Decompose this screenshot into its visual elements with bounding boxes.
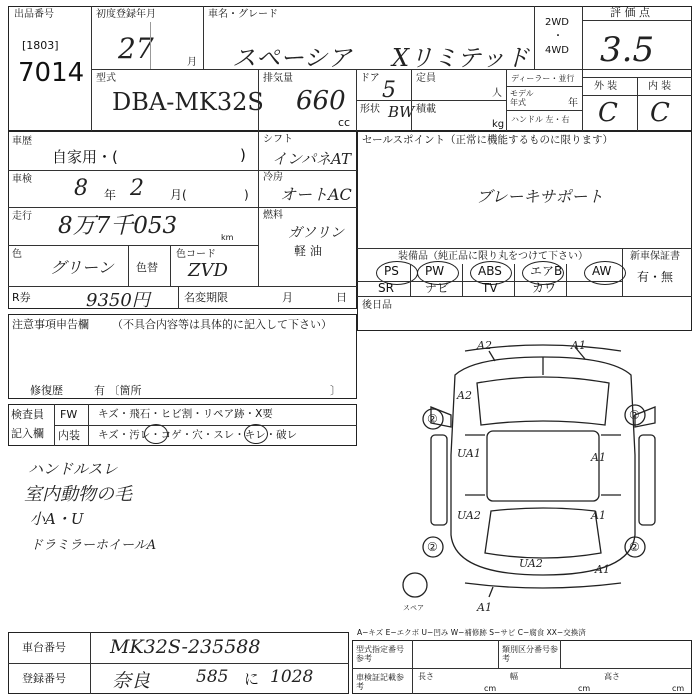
interior-tag: 内装 (58, 429, 80, 442)
damage-mark: UA2 (457, 509, 481, 522)
first-reg-year: 27 (118, 32, 154, 65)
mileage-value: 8万7千053 (58, 213, 178, 239)
mileage-unit: km (221, 233, 234, 242)
grade: Xリミテッド (392, 44, 530, 72)
drive-4wd: 4WD (545, 45, 569, 56)
model-year-label: モデル年式 (510, 89, 534, 107)
width-label: 幅 (510, 672, 518, 681)
shape-label: 形状 (360, 104, 380, 115)
handwritten-note: 小A・U (30, 510, 84, 528)
car-name: スペーシア (232, 44, 352, 72)
color-label: 色 (12, 249, 22, 260)
equipment-item: ナビ (425, 281, 450, 295)
doors-value: 5 (382, 78, 396, 103)
car-damage-diagram (395, 335, 692, 618)
shaken-label: 車検 (12, 174, 32, 185)
color-code-label: 色コード (176, 249, 216, 260)
cm-unit: cm (672, 684, 685, 693)
legend: A−キズ E−エクボ U−凹み W−補修跡 S−サビ C−腐食 XX−交換済 (357, 628, 586, 637)
repair-close: 〕 (330, 384, 341, 397)
equipment-item: SR (378, 281, 394, 295)
history-label: 車歴 (12, 136, 32, 147)
repair-value: 有 〔箇所 (94, 384, 142, 397)
caution-text: （不具合内容等は具体的に記入して下さい） (112, 318, 332, 331)
mileage-label: 走行 (12, 211, 32, 222)
interior-items: キズ・汚レ・コゲ・穴・スレ・キレ・破レ (98, 429, 298, 441)
equipment-item: AW (592, 264, 612, 278)
damage-mark: A1 (571, 339, 586, 352)
caution-label: 注意事項申告欄 (12, 318, 89, 331)
plate-kana: に (244, 670, 260, 688)
recycle-value: 9350円 (86, 290, 150, 311)
color-change-label: 色替 (136, 261, 158, 274)
name-change-month: 月 (282, 291, 293, 304)
name-grade-label: 車名・グレード (208, 9, 278, 20)
sales-block (357, 131, 692, 331)
score-value: 3.5 (600, 30, 655, 70)
score-label: 評 価 点 (610, 6, 650, 19)
after-label: 後日品 (362, 300, 392, 311)
equipment-item: PW (425, 264, 445, 278)
year-unit: 年 (568, 98, 578, 109)
shape-value: BW (388, 103, 415, 121)
spare-label: スペア (403, 604, 424, 612)
damage-mark: A1 (477, 601, 492, 614)
fuel-alt: 軽 油 (294, 244, 322, 258)
fuel-value: ガソリン (288, 225, 344, 241)
history-close: ) (240, 146, 246, 164)
mark-circle (244, 424, 268, 444)
equipment-item: PS (384, 264, 399, 278)
tire-mark: ② (629, 540, 640, 554)
lot-label: 出品番号 (14, 9, 54, 20)
exterior-label: 外 装 (594, 81, 618, 92)
handle-label: ハンドル 左・右 (511, 115, 570, 124)
shift-value: インパネAT (272, 150, 351, 168)
drive-2wd: 2WD (545, 17, 569, 28)
damage-mark: UA1 (457, 447, 481, 460)
history-value: 自家用・( (52, 148, 118, 166)
model-label: 型式 (96, 73, 116, 84)
interior-grade: C (650, 98, 670, 128)
shaken-month: 2 (130, 176, 144, 201)
load-label: 積載 (416, 104, 436, 115)
lot-sub: [1803] (22, 39, 59, 52)
lot-number: 7014 (18, 58, 85, 88)
cert2-label: 車検証記載参考 (356, 673, 404, 691)
mark-circle (144, 424, 168, 444)
color-code: ZVD (188, 260, 228, 281)
equipment-label: 装備品（純正品に限り丸をつけて下さい） (398, 251, 588, 262)
doors-label: ドア (360, 73, 380, 84)
ac-value: オートAC (280, 185, 352, 204)
first-reg-month-unit: 月 (187, 57, 197, 68)
shaken-year-unit: 年 (104, 188, 117, 202)
plate-label: 登録番号 (22, 672, 66, 685)
fw-label: FW (60, 408, 78, 421)
plate-region: 奈良 (112, 670, 151, 692)
exterior-grade: C (598, 98, 618, 128)
ac-label: 冷房 (263, 172, 283, 183)
model-value: DBA-MK32S (112, 88, 264, 116)
repair-label: 修復歴 (30, 384, 63, 397)
length-label: 長さ (418, 672, 434, 681)
warranty-value: 有・無 (637, 270, 674, 284)
tire-mark: ② (427, 540, 438, 554)
drive-dot: ・ (553, 31, 563, 42)
height-label: 高さ (604, 672, 620, 681)
fuel-label: 燃料 (263, 210, 283, 221)
damage-mark: UA2 (519, 557, 543, 570)
handwritten-note: ドラミラーホイールA (30, 538, 157, 553)
displacement-label: 排気量 (263, 73, 293, 84)
cm-unit: cm (484, 684, 497, 693)
equipment-item: ABS (478, 264, 502, 278)
recycle-label: R券 (12, 291, 31, 304)
sales-point-label: セールスポイント（正常に機能するものに限ります） (362, 134, 614, 146)
plate-number: 1028 (270, 667, 314, 687)
dealer-label: ディーラー・並行 (511, 74, 575, 83)
damage-mark: A2 (477, 339, 492, 352)
handwritten-note: ハンドルスレ (28, 460, 118, 478)
equipment-item: TV (482, 281, 498, 295)
shaken-month-unit: 月( (170, 188, 187, 202)
report-label: 記入欄 (11, 427, 44, 440)
chassis-label: 車台番号 (22, 641, 66, 654)
cm-unit: cm (578, 684, 591, 693)
shaken-year: 8 (74, 176, 88, 201)
load-unit: kg (492, 119, 505, 130)
handwritten-note: 室内動物の毛 (24, 484, 132, 505)
displacement-value: 660 (296, 86, 346, 116)
equipment-item: エアB (530, 264, 563, 278)
name-change-label: 名変期限 (184, 291, 228, 304)
chassis-value: MK32S-235588 (110, 636, 261, 658)
capacity-label: 定員 (416, 73, 436, 84)
warranty-label: 新車保証書 (630, 251, 680, 262)
tire-mark: ② (629, 408, 640, 422)
displacement-unit: cc (338, 116, 351, 129)
shift-label: シフト (263, 134, 293, 145)
damage-mark: A1 (591, 509, 606, 522)
class-label: 類別区分番号参考 (502, 645, 558, 663)
sales-point-value: ブレーキサポート (476, 187, 604, 206)
damage-mark: A1 (595, 563, 610, 576)
cert-label: 型式指定番号参考 (356, 645, 404, 663)
color-value: グリーン (50, 258, 114, 277)
inspector-label: 検査員 (11, 408, 44, 421)
damage-mark: A2 (457, 389, 472, 402)
capacity-unit: 人 (492, 88, 502, 99)
shaken-close: ) (244, 188, 249, 202)
first-reg-label: 初度登録年月 (96, 9, 156, 20)
plate-class: 585 (196, 667, 229, 687)
equipment-item: カワ (532, 281, 557, 295)
fw-items: キズ・飛石・ヒビ割・リペア跡・X要 (98, 408, 273, 420)
name-change-day: 日 (336, 291, 347, 304)
tire-mark: ② (427, 412, 438, 426)
interior-label: 内 装 (648, 81, 672, 92)
damage-mark: A1 (591, 451, 606, 464)
